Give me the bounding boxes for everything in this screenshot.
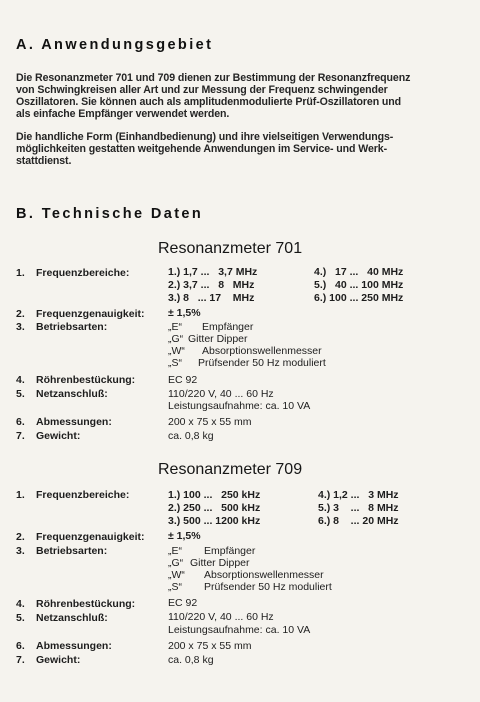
spec-label-dimensions: Abmessungen: xyxy=(36,416,112,428)
usage-paragraph xyxy=(16,131,474,167)
spec-number: 6. xyxy=(16,640,25,652)
device-701-title: Resonanzmeter 701 xyxy=(158,240,303,257)
spec-label-dimensions: Abmessungen: xyxy=(36,640,112,652)
spec-label-weight: Gewicht: xyxy=(36,654,81,666)
spec-number: 5. xyxy=(16,612,25,624)
spec-number: 6. xyxy=(16,416,25,428)
mode-code: „W“ xyxy=(168,345,185,357)
spec-number: 3. xyxy=(16,321,25,333)
spec-number: 7. xyxy=(16,654,25,666)
tubes-value: EC 92 xyxy=(168,374,198,386)
mode-code: „S“ xyxy=(168,357,182,369)
range-1: 1.) 1,7 ... 3,7 MHz xyxy=(168,266,258,278)
range-4: 4.) 1,2 ... 3 MHz xyxy=(318,489,399,501)
spec-label-frequency-ranges: Frequenzbereiche: xyxy=(36,267,130,279)
usage-line: Die handliche Form (Einhandbedienung) und ihre vielseitigen Verwendungs- xyxy=(16,131,394,143)
mode-code: „S“ xyxy=(168,581,182,593)
range-4: 4.) 17 ... 40 MHz xyxy=(314,266,404,278)
mode-code: „E“ xyxy=(168,321,182,333)
power-consumption-value: Leistungsaufnahme: ca. 10 VA xyxy=(168,624,311,636)
spec-label-mains: Netzanschluß: xyxy=(36,612,108,624)
spec-label-operating-modes: Betriebsarten: xyxy=(36,321,108,333)
mode-code: „W“ xyxy=(168,569,185,581)
spec-label-operating-modes: Betriebsarten: xyxy=(36,545,108,557)
weight-value: ca. 0,8 kg xyxy=(168,654,214,666)
intro-paragraph xyxy=(16,72,474,120)
range-1: 1.) 100 ... 250 kHz xyxy=(168,489,261,501)
frequency-accuracy-value: ± 1,5% xyxy=(168,530,201,542)
dimensions-value: 200 x 75 x 55 mm xyxy=(168,416,252,428)
tubes-value: EC 92 xyxy=(168,597,198,609)
mode-code: „G“ xyxy=(168,557,184,569)
spec-number: 5. xyxy=(16,388,25,400)
intro-line: Oszillatoren. Sie können auch als amplitudenmodulierte Prüf-Oszillatoren und xyxy=(16,96,402,108)
spec-number: 2. xyxy=(16,531,25,543)
range-6: 6.) 100 ... 250 MHz xyxy=(314,292,404,304)
range-3: 3.) 8 ... 17 MHz xyxy=(168,292,255,304)
mode-text: Prüfsender 50 Hz moduliert xyxy=(204,581,332,593)
range-5: 5.) 40 ... 100 MHz xyxy=(314,279,404,291)
spec-label-frequency-ranges: Frequenzbereiche: xyxy=(36,489,130,501)
spec-number: 3. xyxy=(16,545,25,557)
spec-label-frequency-accuracy: Frequenzgenauigkeit: xyxy=(36,531,145,543)
spec-label-tubes: Röhrenbestückung: xyxy=(36,374,136,386)
mode-code: „G“ xyxy=(168,333,184,345)
section-b-heading: B. Technische Daten xyxy=(16,206,204,222)
intro-line: als einfache Empfänger verwendet werden. xyxy=(16,108,230,120)
range-2: 2.) 3,7 ... 8 MHz xyxy=(168,279,255,291)
mode-text: Absorptionswellenmesser xyxy=(202,345,322,357)
spec-number: 1. xyxy=(16,489,25,501)
mode-text: Empfänger xyxy=(204,545,256,557)
range-6: 6.) 8 ... 20 MHz xyxy=(318,515,399,527)
spec-number: 7. xyxy=(16,430,25,442)
mains-value: 110/220 V, 40 ... 60 Hz xyxy=(168,388,274,400)
section-a-heading: A. Anwendungsgebiet xyxy=(16,37,214,53)
spec-label-tubes: Röhrenbestückung: xyxy=(36,598,136,610)
mode-text: Gitter Dipper xyxy=(190,557,250,569)
range-2: 2.) 250 ... 500 kHz xyxy=(168,502,261,514)
intro-line: Die Resonanzmeter 701 und 709 dienen zur Bestimmung der Resonanzfrequenz xyxy=(16,72,411,84)
intro-line: von Schwingkreisen aller Art und zur Messung der Frequenz schwingender xyxy=(16,84,388,96)
mode-text: Empfänger xyxy=(202,321,254,333)
mode-code: „E“ xyxy=(168,545,182,557)
mode-text: Prüfsender 50 Hz moduliert xyxy=(198,357,326,369)
mode-text: Gitter Dipper xyxy=(188,333,248,345)
spec-label-mains: Netzanschluß: xyxy=(36,388,108,400)
spec-label-weight: Gewicht: xyxy=(36,430,81,442)
dimensions-value: 200 x 75 x 55 mm xyxy=(168,640,252,652)
weight-value: ca. 0,8 kg xyxy=(168,430,214,442)
mode-text: Absorptionswellenmesser xyxy=(204,569,324,581)
range-5: 5.) 3 ... 8 MHz xyxy=(318,502,399,514)
spec-label-frequency-accuracy: Frequenzgenauigkeit: xyxy=(36,308,145,320)
spec-number: 2. xyxy=(16,308,25,320)
spec-number: 1. xyxy=(16,267,25,279)
device-709-title: Resonanzmeter 709 xyxy=(158,461,303,478)
frequency-accuracy-value: ± 1,5% xyxy=(168,307,201,319)
usage-line: stattdienst. xyxy=(16,155,72,167)
power-consumption-value: Leistungsaufnahme: ca. 10 VA xyxy=(168,400,311,412)
spec-number: 4. xyxy=(16,374,25,386)
spec-number: 4. xyxy=(16,598,25,610)
usage-line: möglichkeiten gestatten weitgehende Anwendungen im Service- und Werk- xyxy=(16,143,388,155)
mains-value: 110/220 V, 40 ... 60 Hz xyxy=(168,611,274,623)
range-3: 3.) 500 ... 1200 kHz xyxy=(168,515,261,527)
